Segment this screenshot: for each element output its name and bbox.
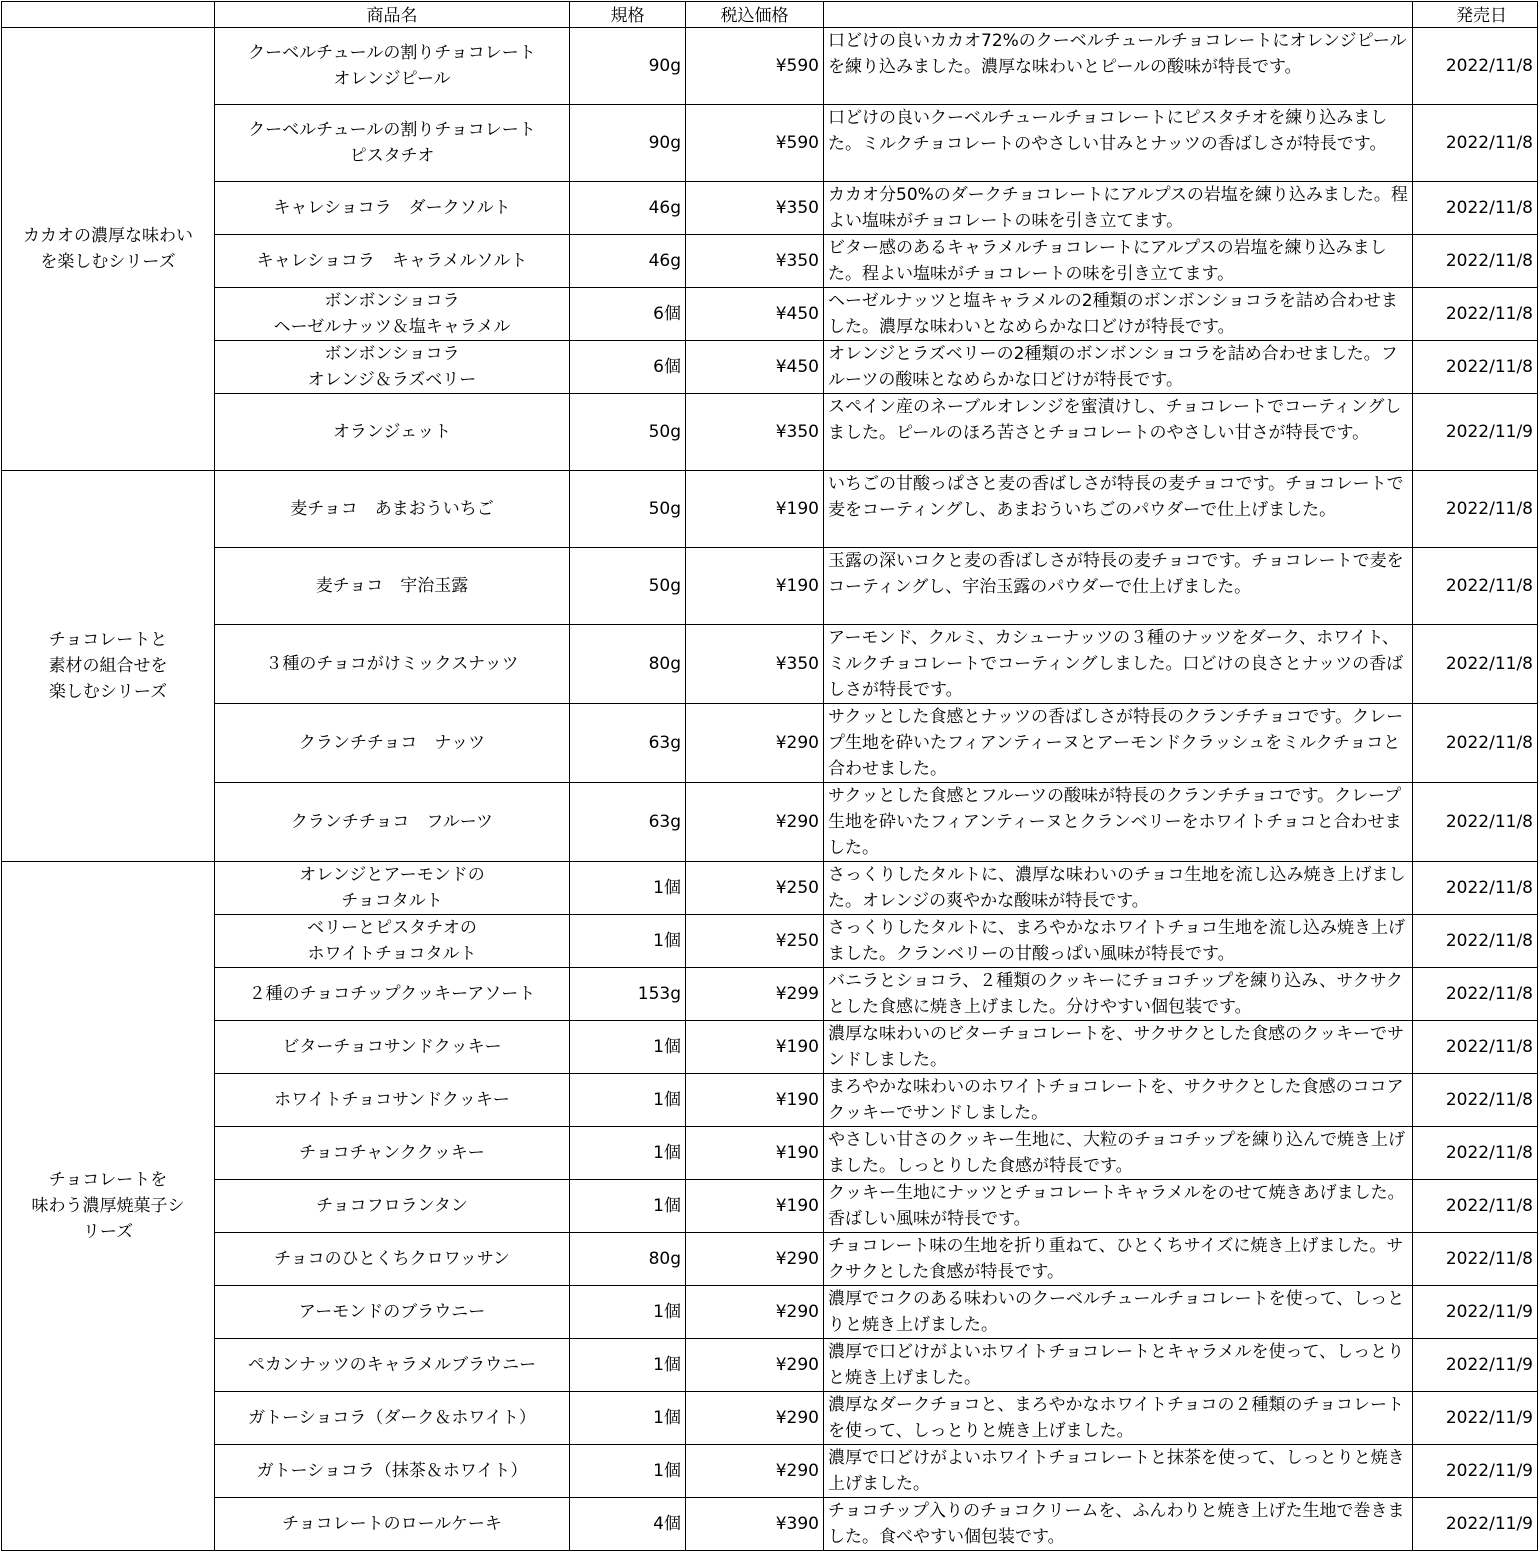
price-cell: ¥290 xyxy=(686,1286,824,1339)
product-name-cell: チョコフロランタン xyxy=(215,1180,570,1233)
table-row xyxy=(2,862,1538,915)
release-date-cell: 2022/11/8 xyxy=(1413,341,1538,394)
description-cell: やさしい甘さのクッキー生地に、大粒のチョコチップを練り込んで焼き上げました。しっとりした食感が特長です。 xyxy=(824,1127,1413,1180)
description-cell: ヘーゼルナッツと塩キャラメルの2種類のボンボンショコラを詰め合わせました。濃厚な味わいとなめらかな口どけが特長です。 xyxy=(824,288,1413,341)
table-row xyxy=(2,968,1538,1021)
spec-cell: 80g xyxy=(570,625,686,704)
product-name-cell: クランチチョコ フルーツ xyxy=(215,783,570,862)
product-name-cell: ガトーショコラ（ダーク＆ホワイト） xyxy=(215,1392,570,1445)
table-row xyxy=(2,1445,1538,1498)
price-cell: ¥290 xyxy=(686,1233,824,1286)
release-date-cell: 2022/11/8 xyxy=(1413,1233,1538,1286)
description-cell: チョコチップ入りのチョコクリームを、ふんわりと焼き上げた生地で巻きました。食べやすい個包装です。 xyxy=(824,1498,1413,1551)
price-cell: ¥450 xyxy=(686,288,824,341)
product-name-cell: ２種のチョコチップクッキーアソート xyxy=(215,968,570,1021)
table-row xyxy=(2,915,1538,968)
product-name-cell: クーベルチュールの割りチョコレート オレンジピール xyxy=(215,28,570,105)
spec-cell: 90g xyxy=(570,105,686,182)
header-release-date: 発売日 xyxy=(1413,2,1538,28)
release-date-cell: 2022/11/8 xyxy=(1413,28,1538,105)
release-date-cell: 2022/11/8 xyxy=(1413,968,1538,1021)
table-row xyxy=(2,548,1538,625)
price-cell: ¥190 xyxy=(686,1021,824,1074)
release-date-cell: 2022/11/9 xyxy=(1413,394,1538,471)
spec-cell: 46g xyxy=(570,182,686,235)
spec-cell: 153g xyxy=(570,968,686,1021)
description-cell: サクッとした食感とナッツの香ばしさが特長のクランチチョコです。クレープ生地を砕いたフィアンティーヌとアーモンドクラッシュをミルクチョコと合わせました。 xyxy=(824,704,1413,783)
spec-cell: 1個 xyxy=(570,1445,686,1498)
product-name-cell: ビターチョコサンドクッキー xyxy=(215,1021,570,1074)
spec-cell: 1個 xyxy=(570,1286,686,1339)
description-cell: 濃厚で口どけがよいホワイトチョコレートと抹茶を使って、しっとりと焼き上げました。 xyxy=(824,1445,1413,1498)
table-row xyxy=(2,1498,1538,1551)
description-cell: 玉露の深いコクと麦の香ばしさが特長の麦チョコです。チョコレートで麦をコーティングし、宇治玉露のパウダーで仕上げました。 xyxy=(824,548,1413,625)
product-name-cell: ガトーショコラ（抹茶＆ホワイト） xyxy=(215,1445,570,1498)
price-cell: ¥190 xyxy=(686,1127,824,1180)
description-cell: クッキー生地にナッツとチョコレートキャラメルをのせて焼きあげました。香ばしい風味が特長です。 xyxy=(824,1180,1413,1233)
product-name-cell: ボンボンショコラ ヘーゼルナッツ＆塩キャラメル xyxy=(215,288,570,341)
description-cell: チョコレート味の生地を折り重ねて、ひとくちサイズに焼き上げました。サクサクとした食感が特長です。 xyxy=(824,1233,1413,1286)
spec-cell: 1個 xyxy=(570,1392,686,1445)
price-cell: ¥350 xyxy=(686,235,824,288)
spec-cell: 1個 xyxy=(570,1021,686,1074)
price-cell: ¥590 xyxy=(686,28,824,105)
product-table xyxy=(1,1,1538,1551)
description-cell: さっくりしたタルトに、まろやかなホワイトチョコ生地を流し込み焼き上げました。クランベリーの甘酸っぱい風味が特長です。 xyxy=(824,915,1413,968)
price-cell: ¥350 xyxy=(686,625,824,704)
spec-cell: 4個 xyxy=(570,1498,686,1551)
price-cell: ¥190 xyxy=(686,1074,824,1127)
description-cell: アーモンド、クルミ、カシューナッツの３種のナッツをダーク、ホワイト、ミルクチョコレートでコーティングしました。口どけの良さとナッツの香ばしさが特長です。 xyxy=(824,625,1413,704)
release-date-cell: 2022/11/9 xyxy=(1413,1498,1538,1551)
release-date-cell: 2022/11/8 xyxy=(1413,1074,1538,1127)
table-row xyxy=(2,28,1538,105)
product-name-cell: クランチチョコ ナッツ xyxy=(215,704,570,783)
release-date-cell: 2022/11/9 xyxy=(1413,1445,1538,1498)
product-name-cell: ボンボンショコラ オレンジ＆ラズベリー xyxy=(215,341,570,394)
header-price: 税込価格 xyxy=(686,2,824,28)
spec-cell: 90g xyxy=(570,28,686,105)
price-cell: ¥450 xyxy=(686,341,824,394)
product-name-cell: 麦チョコ あまおういちご xyxy=(215,471,570,548)
description-cell: まろやかな味わいのホワイトチョコレートを、サクサクとした食感のココアクッキーでサンドしました。 xyxy=(824,1074,1413,1127)
description-cell: サクッとした食感とフルーツの酸味が特長のクランチチョコです。クレープ生地を砕いたフィアンティーヌとクランベリーをホワイトチョコと合わせました。 xyxy=(824,783,1413,862)
description-cell: スペイン産のネーブルオレンジを蜜漬けし、チョコレートでコーティングしました。ピールのほろ苦さとチョコレートのやさしい甘さが特長です。 xyxy=(824,394,1413,471)
spec-cell: 50g xyxy=(570,548,686,625)
product-name-cell: チョコチャンククッキー xyxy=(215,1127,570,1180)
product-name-cell: ３種のチョコがけミックスナッツ xyxy=(215,625,570,704)
header-description xyxy=(824,2,1413,28)
price-cell: ¥290 xyxy=(686,1392,824,1445)
description-cell: 濃厚でコクのある味わいのクーベルチュールチョコレートを使って、しっとりと焼き上げました。 xyxy=(824,1286,1413,1339)
product-name-cell: 麦チョコ 宇治玉露 xyxy=(215,548,570,625)
release-date-cell: 2022/11/8 xyxy=(1413,182,1538,235)
spec-cell: 1個 xyxy=(570,1180,686,1233)
description-cell: カカオ分50%のダークチョコレートにアルプスの岩塩を練り込みました。程よい塩味がチョコレートの味を引き立てます。 xyxy=(824,182,1413,235)
price-cell: ¥390 xyxy=(686,1498,824,1551)
price-cell: ¥190 xyxy=(686,1180,824,1233)
description-cell: 濃厚なダークチョコと、まろやかなホワイトチョコの２種類のチョコレートを使って、しっとりと焼き上げました。 xyxy=(824,1392,1413,1445)
table-row xyxy=(2,341,1538,394)
product-name-cell: キャレショコラ ダークソルト xyxy=(215,182,570,235)
spec-cell: 63g xyxy=(570,704,686,783)
price-cell: ¥290 xyxy=(686,1339,824,1392)
spec-cell: 80g xyxy=(570,1233,686,1286)
spec-cell: 1個 xyxy=(570,915,686,968)
spec-cell: 46g xyxy=(570,235,686,288)
table-row xyxy=(2,1021,1538,1074)
release-date-cell: 2022/11/8 xyxy=(1413,704,1538,783)
release-date-cell: 2022/11/8 xyxy=(1413,1127,1538,1180)
product-name-cell: クーベルチュールの割りチョコレート ピスタチオ xyxy=(215,105,570,182)
description-cell: 口どけの良いカカオ72%のクーベルチュールチョコレートにオレンジピールを練り込みました。濃厚な味わいとピールの酸味が特長です。 xyxy=(824,28,1413,105)
release-date-cell: 2022/11/9 xyxy=(1413,1339,1538,1392)
table-row xyxy=(2,288,1538,341)
spec-cell: 6個 xyxy=(570,288,686,341)
table-row xyxy=(2,783,1538,862)
table-row xyxy=(2,1233,1538,1286)
release-date-cell: 2022/11/9 xyxy=(1413,1286,1538,1339)
release-date-cell: 2022/11/8 xyxy=(1413,915,1538,968)
table-row xyxy=(2,1127,1538,1180)
description-cell: いちごの甘酸っぱさと麦の香ばしさが特長の麦チョコです。チョコレートで麦をコーティングし、あまおういちごのパウダーで仕上げました。 xyxy=(824,471,1413,548)
spec-cell: 50g xyxy=(570,394,686,471)
price-cell: ¥350 xyxy=(686,394,824,471)
release-date-cell: 2022/11/8 xyxy=(1413,862,1538,915)
table-row xyxy=(2,1392,1538,1445)
description-cell: 濃厚な味わいのビターチョコレートを、サクサクとした食感のクッキーでサンドしました。 xyxy=(824,1021,1413,1074)
price-cell: ¥190 xyxy=(686,471,824,548)
price-cell: ¥250 xyxy=(686,862,824,915)
product-name-cell: キャレショコラ キャラメルソルト xyxy=(215,235,570,288)
header-product-name: 商品名 xyxy=(215,2,570,28)
release-date-cell: 2022/11/8 xyxy=(1413,471,1538,548)
release-date-cell: 2022/11/8 xyxy=(1413,625,1538,704)
spec-cell: 1個 xyxy=(570,1339,686,1392)
price-cell: ¥590 xyxy=(686,105,824,182)
table-row xyxy=(2,704,1538,783)
table-row xyxy=(2,235,1538,288)
table-row xyxy=(2,625,1538,704)
table-row xyxy=(2,394,1538,471)
description-cell: オレンジとラズベリーの2種類のボンボンショコラを詰め合わせました。フルーツの酸味となめらかな口どけが特長です。 xyxy=(824,341,1413,394)
table-row xyxy=(2,1286,1538,1339)
table-row xyxy=(2,1074,1538,1127)
release-date-cell: 2022/11/8 xyxy=(1413,288,1538,341)
description-cell: さっくりしたタルトに、濃厚な味わいのチョコ生地を流し込み焼き上げました。オレンジの爽やかな酸味が特長です。 xyxy=(824,862,1413,915)
price-cell: ¥290 xyxy=(686,704,824,783)
spec-cell: 63g xyxy=(570,783,686,862)
table-row xyxy=(2,1339,1538,1392)
product-name-cell: オレンジとアーモンドの チョコタルト xyxy=(215,862,570,915)
header-row xyxy=(2,2,1538,28)
description-cell: 濃厚で口どけがよいホワイトチョコレートとキャラメルを使って、しっとりと焼き上げました。 xyxy=(824,1339,1413,1392)
release-date-cell: 2022/11/8 xyxy=(1413,1180,1538,1233)
price-cell: ¥190 xyxy=(686,548,824,625)
product-name-cell: チョコレートのロールケーキ xyxy=(215,1498,570,1551)
release-date-cell: 2022/11/8 xyxy=(1413,235,1538,288)
series-cell: チョコレートを 味わう濃厚焼菓子シ リーズ xyxy=(2,862,215,1551)
price-cell: ¥290 xyxy=(686,783,824,862)
series-cell: カカオの濃厚な味わい を楽しむシリーズ xyxy=(2,28,215,471)
table-row xyxy=(2,1180,1538,1233)
table-row xyxy=(2,471,1538,548)
price-cell: ¥299 xyxy=(686,968,824,1021)
description-cell: バニラとショコラ、２種類のクッキーにチョコチップを練り込み、サクサクとした食感に焼き上げました。分けやすい個包装です。 xyxy=(824,968,1413,1021)
header-series xyxy=(2,2,215,28)
price-cell: ¥290 xyxy=(686,1445,824,1498)
table-row xyxy=(2,182,1538,235)
release-date-cell: 2022/11/9 xyxy=(1413,1392,1538,1445)
release-date-cell: 2022/11/8 xyxy=(1413,548,1538,625)
release-date-cell: 2022/11/8 xyxy=(1413,1021,1538,1074)
product-name-cell: ベリーとピスタチオの ホワイトチョコタルト xyxy=(215,915,570,968)
spec-cell: 6個 xyxy=(570,341,686,394)
product-name-cell: アーモンドのブラウニー xyxy=(215,1286,570,1339)
header-spec: 規格 xyxy=(570,2,686,28)
table-row xyxy=(2,105,1538,182)
table-body xyxy=(2,28,1538,1551)
description-cell: 口どけの良いクーベルチュールチョコレートにピスタチオを練り込みました。ミルクチョコレートのやさしい甘みとナッツの香ばしさが特長です。 xyxy=(824,105,1413,182)
description-cell: ビター感のあるキャラメルチョコレートにアルプスの岩塩を練り込みました。程よい塩味がチョコレートの味を引き立てます。 xyxy=(824,235,1413,288)
spec-cell: 1個 xyxy=(570,1074,686,1127)
spec-cell: 1個 xyxy=(570,862,686,915)
series-cell: チョコレートと 素材の組合せを 楽しむシリーズ xyxy=(2,471,215,862)
spec-cell: 50g xyxy=(570,471,686,548)
product-name-cell: オランジェット xyxy=(215,394,570,471)
release-date-cell: 2022/11/8 xyxy=(1413,105,1538,182)
release-date-cell: 2022/11/8 xyxy=(1413,783,1538,862)
spec-cell: 1個 xyxy=(570,1127,686,1180)
product-name-cell: ホワイトチョコサンドクッキー xyxy=(215,1074,570,1127)
product-name-cell: ペカンナッツのキャラメルブラウニー xyxy=(215,1339,570,1392)
price-cell: ¥250 xyxy=(686,915,824,968)
product-name-cell: チョコのひとくちクロワッサン xyxy=(215,1233,570,1286)
price-cell: ¥350 xyxy=(686,182,824,235)
